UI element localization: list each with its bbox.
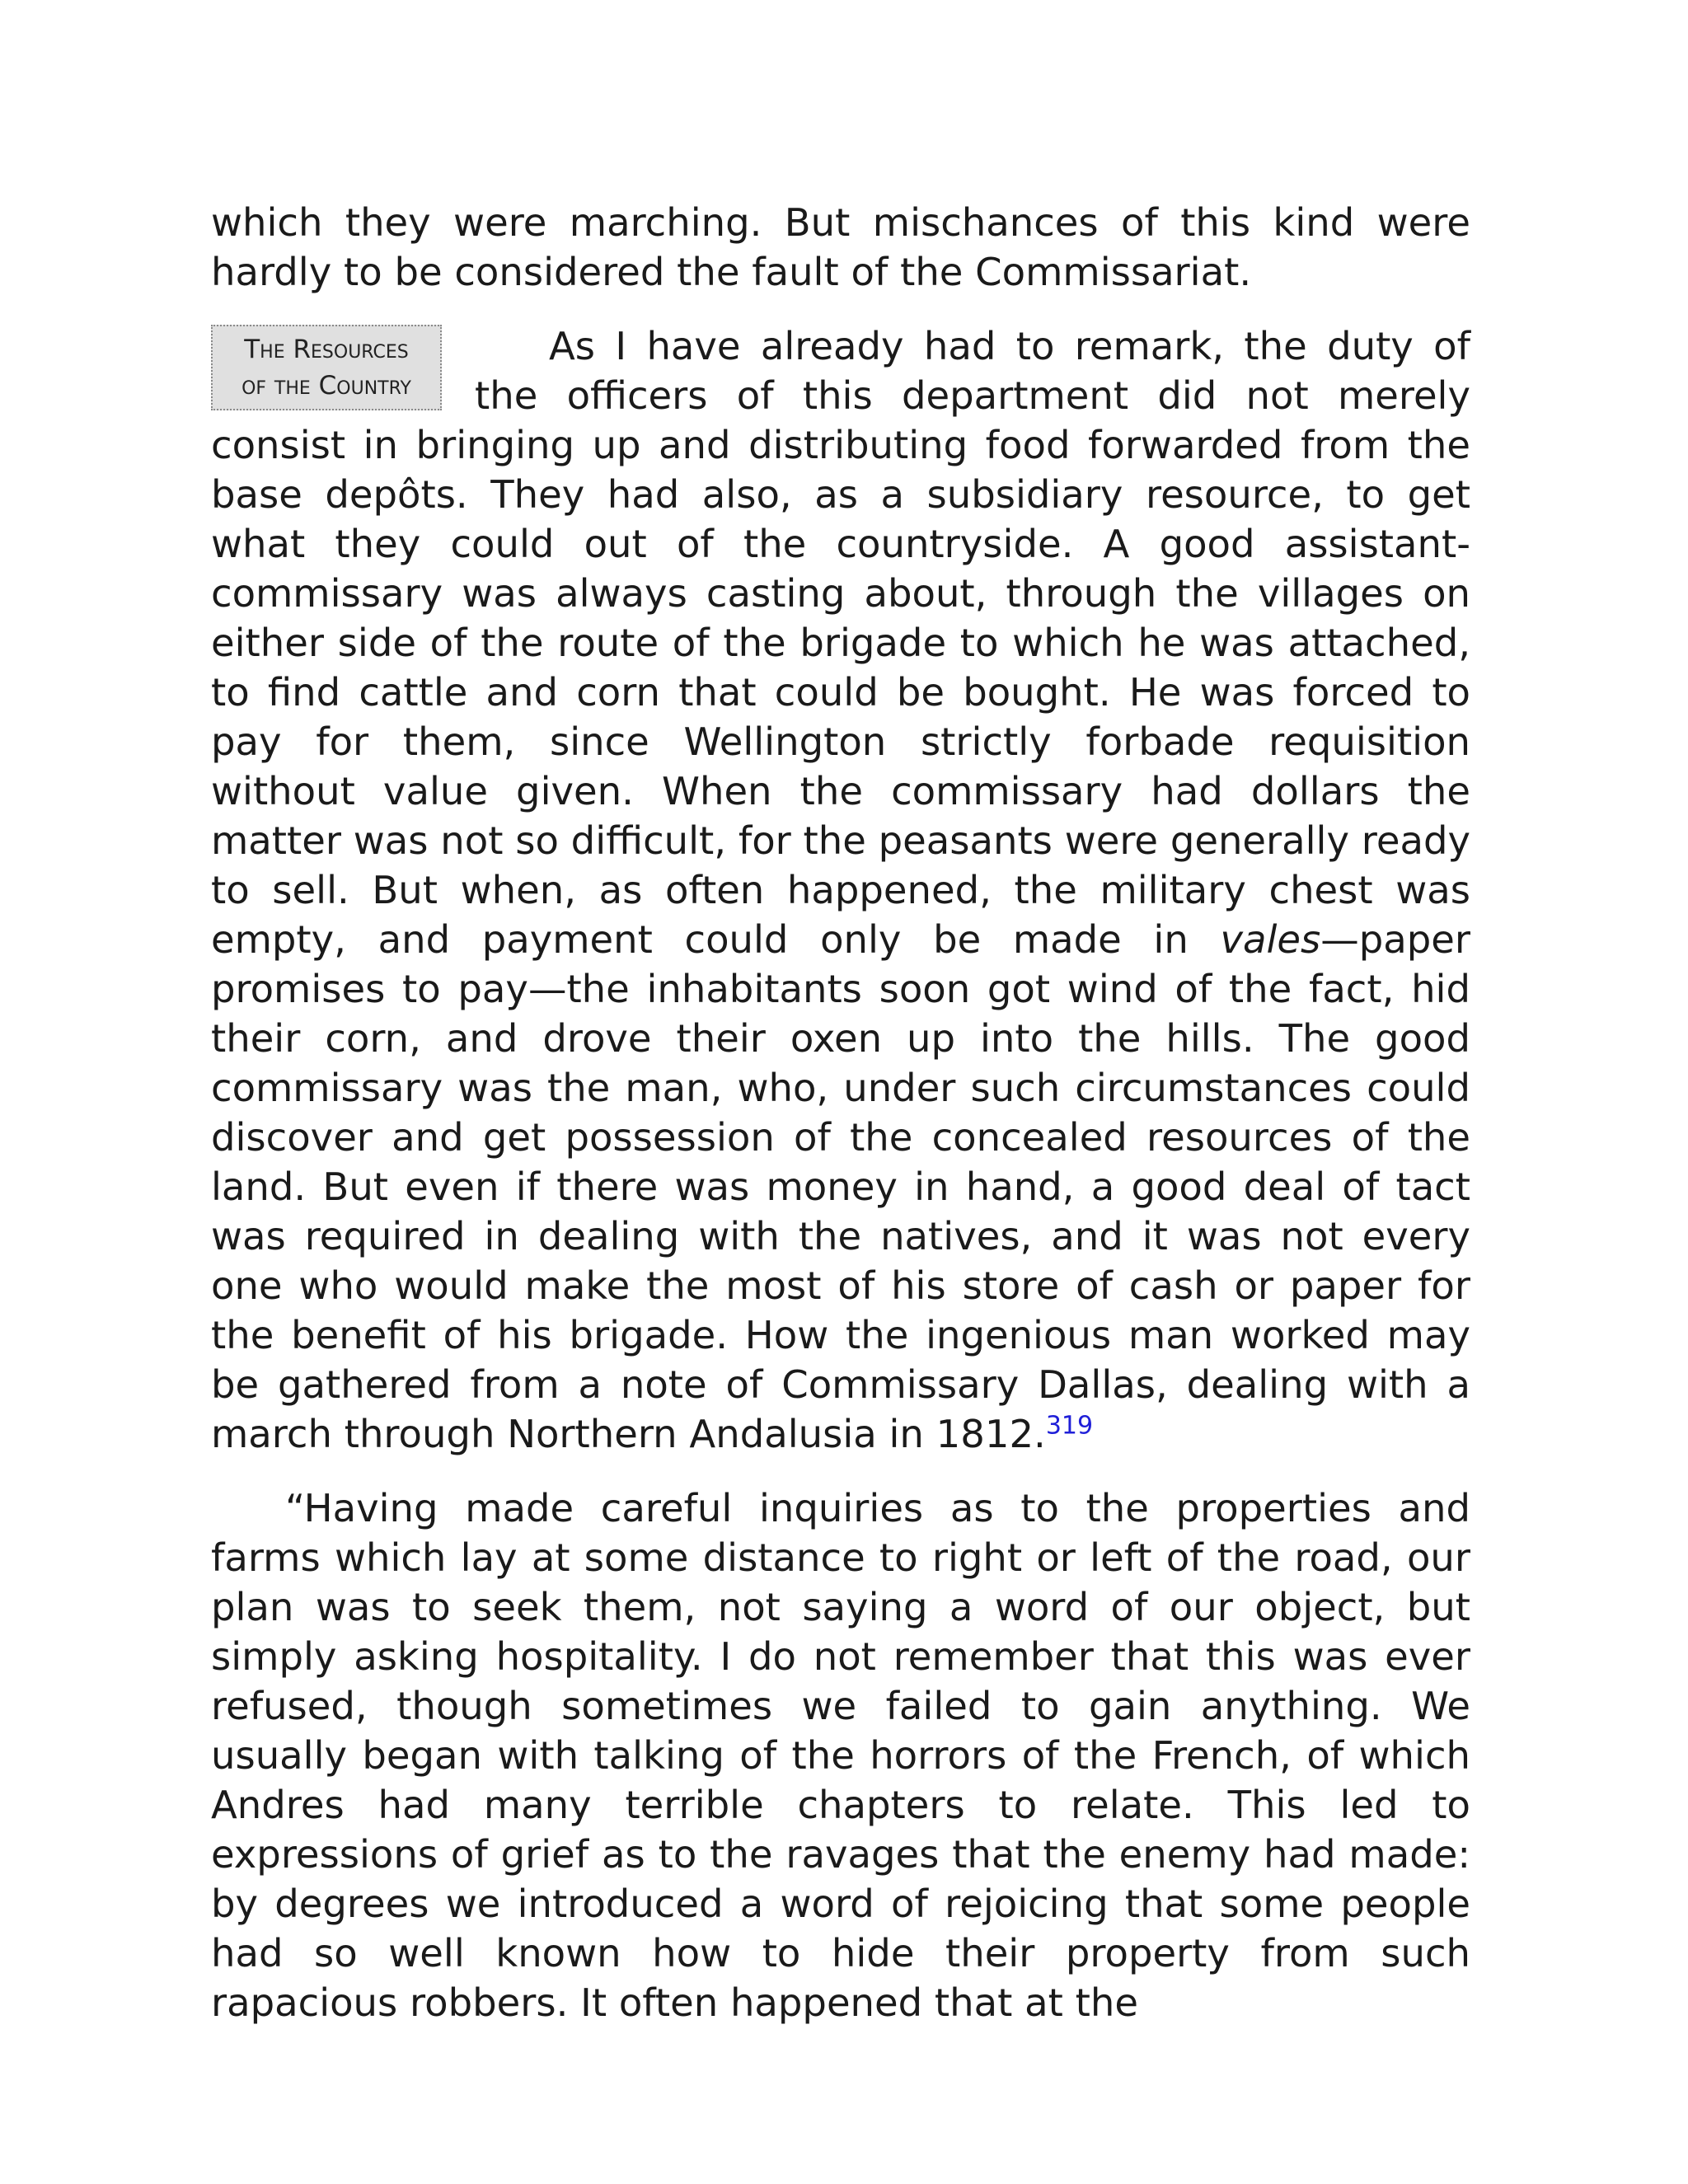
italic-vales: vales: [1220, 917, 1321, 962]
paragraph-quotation: “Having made careful inquiries as to the properties and farms which lay at some distance to right or left of the road, our plan was to seek them, not saying a word of our object, but simply asking hospitality. I do not remember that this was ever refused, though sometimes we failed to gain anything. We usually began with talking of the horrors of the French, of which Andres had many terrible chapters to relate. This led to expressions of grief as to the ravages that the enemy had made: by degrees we introduced a word of rejoicing that some people had so well known how to hide their property from such rapacious robbers. It often happened that at the: [211, 1486, 1470, 2025]
sidenote-line-2: of the Country: [241, 371, 411, 401]
paragraph-resources-text-a: As I have already had to remark, the duty of the officers of this department did not merely consist in bringing up and distributing food forwarded from the base depôts. They had also, as a subsidiary resource, to get what they could out of the countryside. A good assistant-commissary was always casting about, through the villages on either side of the route of the brigade to which he was attached, to find cattle and corn that could be bought. He was forced to pay for them, since Wellington strictly forbade requisition without value given. When the commissary had dollars the matter was not so difficult, for the peasants were generally ready to sell. But when, as often happened, the military chest was empty, and payment could only be made in: [211, 324, 1471, 962]
sidenote-line-1: The Resources: [244, 335, 409, 364]
paragraph-resources: [211, 321, 1470, 1459]
paragraph-resources-text-b: —paper promises to pay—the inhabitants soon got wind of the fact, hid their corn, and drove their oxen up into the hills. The good commissary was the man, who, under such circumstances could discover and get possession of the concealed resources of the land. But even if there was money in hand, a good deal of tact was required in dealing with the natives, and it was not every one who would make the most of his store of cash or paper for the benefit of his brigade. How the ingenious man worked may be gathered from a note of Commissary Dallas, dealing with a march through Northern Andalusia in 1812.: [211, 917, 1470, 1456]
footnote-link-319[interactable]: 319: [1045, 1411, 1094, 1441]
page-body: [211, 198, 1470, 2027]
sidenote-box: [211, 325, 442, 410]
paragraph-opening: which they were marching. But mischances of this kind were hardly to be considered the fault of the Commissariat.: [211, 200, 1470, 294]
